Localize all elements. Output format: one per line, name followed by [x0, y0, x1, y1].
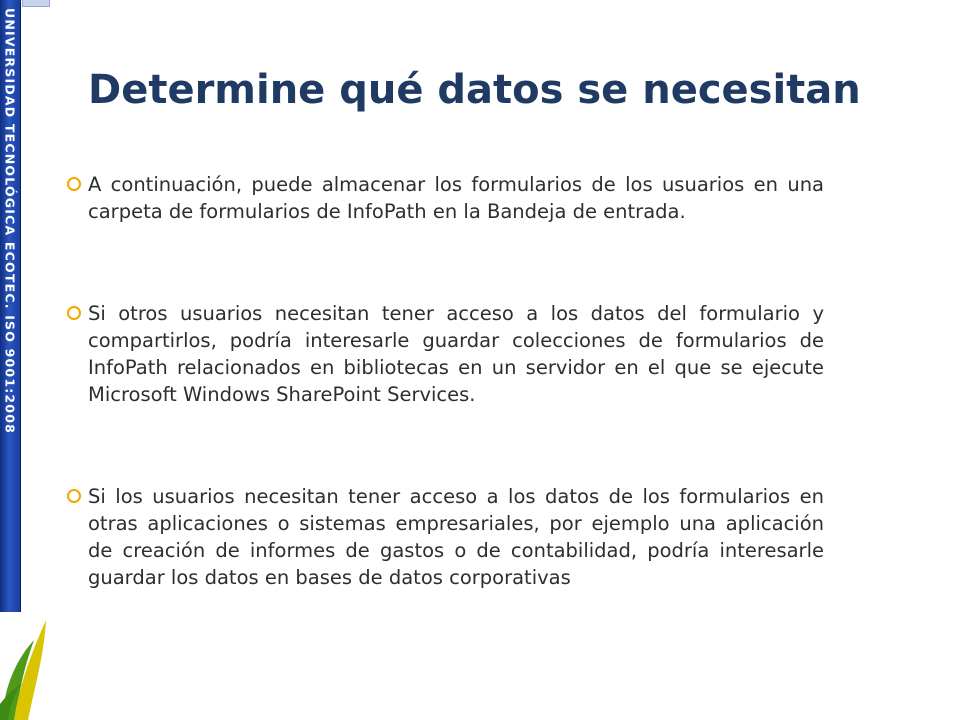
bullet-text: A continuación, puede almacenar los formularios de los usuarios en una carpeta de formularios de InfoPath en la Bandeja de entrada. [88, 173, 824, 223]
corner-decoration [22, 0, 50, 7]
slide-title: Determine qué datos se necesitan [88, 67, 861, 113]
bullet-circle-icon [67, 489, 81, 503]
university-banner-text: UNIVERSIDAD TECNOLÓGICA ECOTEC. ISO 9001:2008 [2, 8, 18, 435]
bullet-item [67, 483, 824, 591]
bullet-circle-icon [67, 306, 81, 320]
bullet-text: Si los usuarios necesitan tener acceso a los datos de los formularios en otras aplicaciones o sistemas empresariales, por ejemplo una aplicación de creación de informes de gastos o de contabilidad, podría interesarle guardar los datos en bases de datos corporativas [88, 485, 824, 589]
bullet-item [67, 300, 824, 408]
bullet-text: Si otros usuarios necesitan tener acceso a los datos del formulario y compartirlos, podría interesarle guardar colecciones de formularios de InfoPath relacionados en bibliotecas en un servidor en el que se ejecute Microsoft Windows SharePoint Services. [88, 302, 824, 406]
leaf-logo-icon [0, 612, 50, 720]
bullet-circle-icon [67, 177, 81, 191]
bullet-item [67, 171, 824, 225]
university-side-banner [0, 0, 21, 612]
